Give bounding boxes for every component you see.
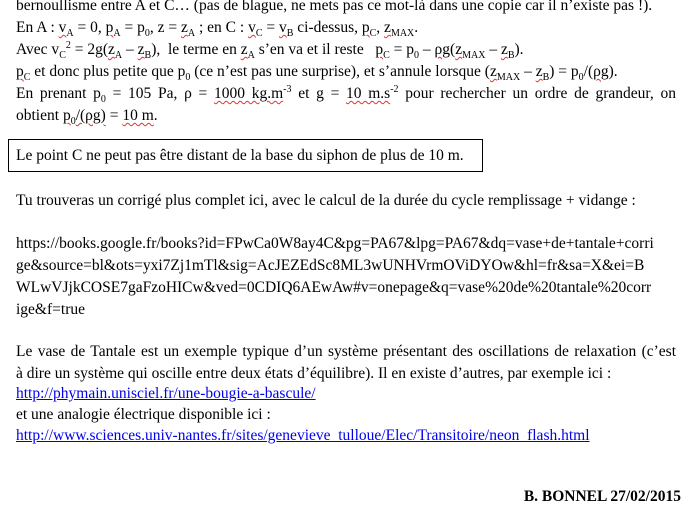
text-line-1: bernoullisme entre A et C… (pas de blague, ne mets pas ce mot-là dans une copie car il n’existe pas !).: [16, 0, 653, 14]
text-line-3: Avec $v_C^2 = 2g(z_A - z_B)$, le terme en $z_A$ s’en va et il reste $p_C = p_0 - \rho g(z_{MAX} - z_B)$.: [16, 39, 524, 62]
link-bougie[interactable]: http://phymain.unisciel.fr/une-bougie-a-bascule/: [16, 385, 316, 402]
tantale-line-2: à dire un système qui oscille entre deux états d’équilibre). Il en existe d’autres, par exemple ici :: [16, 365, 612, 382]
text-line-6: obtient $p_0/(\rho g) = 10$ m.: [16, 107, 158, 128]
text-line-5: En prenant $p_0 = 105$ Pa, ρ = 1000 $kg.m^{-3}$ et g = 10 $m.s^{-2}$ pour rechercher un ordre de grandeur, on: [16, 83, 677, 106]
url-line-4: ige&f=true: [16, 301, 85, 318]
text-line-2: En A : $v_A = 0$, $p_A = p_0$, $z = z_A$ ; en C : $v_C = v_B$ ci-dessus, $p_C$, $z_{MAX}$.: [16, 19, 419, 40]
tantale-line-1: Le vase de Tantale est un exemple typique d’un système présentant des oscillations de relaxation (c’est: [16, 343, 676, 360]
conclusion-text: Le point C ne peut pas être distant de la base du siphon de plus de 10 m.: [16, 147, 464, 164]
link-neon-flash[interactable]: http://www.sciences.univ-nantes.fr/sites/genevieve_tulloue/Elec/Transitoire/neon_flash.html: [16, 427, 590, 444]
conclusion-box: [8, 139, 483, 172]
text-line-4: $p_C$ et donc plus petite que $p_0$ (ce n’est pas une surprise), et s’annule lorsque $(z_{MAX} - z_B) = p_0/(\rho g)$.: [16, 63, 618, 84]
url-line-1: https://books.google.fr/books?id=FPwCa0W8ay4C&pg=PA67&lpg=PA67&dq=vase+de+tantale+corri: [16, 235, 654, 252]
analogie-text: et une analogie électrique disponible ici :: [16, 406, 271, 423]
signature: B. BONNEL 27/02/2015: [523, 488, 681, 505]
corrige-intro: Tu trouveras un corrigé plus complet ici, avec le calcul de la durée du cycle remplissage + vidange :: [16, 192, 636, 209]
url-line-3: WLwVJjkCOSE7gaFzoHICw&ved=0CDIQ6AEwAw#v=onepage&q=vase%20de%20tantale%20corr: [16, 279, 652, 296]
url-line-2: ge&source=bl&ots=yxi7Zj1mTl&sig=AcJEZEdSc8ML3wUNHVrmOViDYOw&hl=fr&sa=X&ei=B: [16, 257, 645, 274]
